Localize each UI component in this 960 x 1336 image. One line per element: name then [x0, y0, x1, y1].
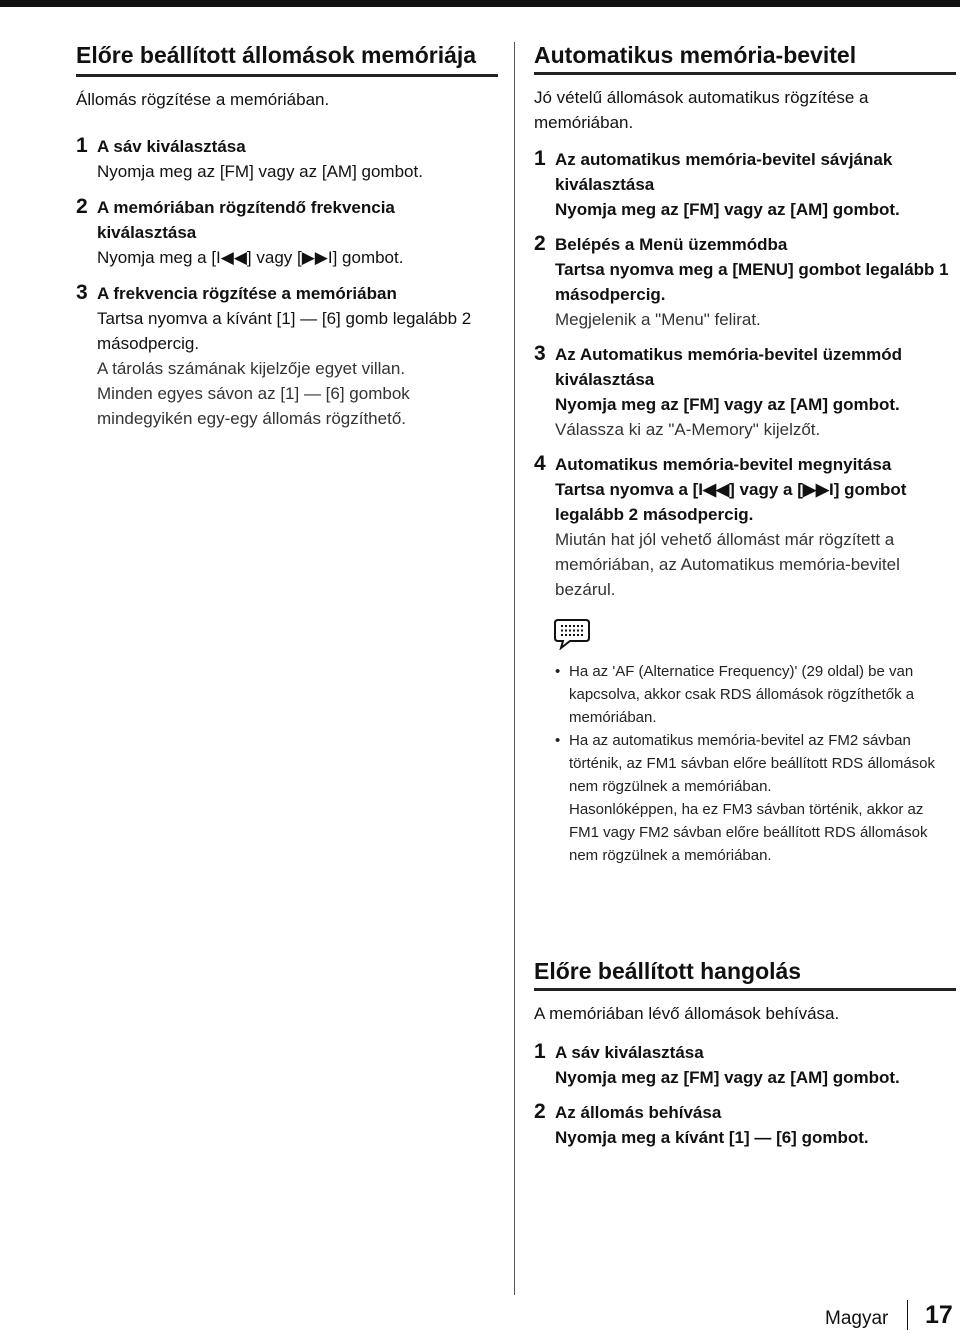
- step-action: Nyomja meg a [I◀◀] vagy [▶▶I] gombot.: [97, 248, 404, 267]
- step-number: 2: [534, 232, 546, 255]
- step-title: Belépés a Menü üzemmódba: [555, 235, 788, 254]
- column-divider: [514, 42, 515, 1295]
- step-action: Tartsa nyomva a kívánt [1] — [6] gomb legalább 2 másodpercig.: [97, 309, 472, 353]
- note-text: Ha az automatikus memória-bevitel az FM2 sávban történik, az FM1 sávban előre beállított RDS állomások nem rögzülnek a memóriában.: [569, 732, 935, 795]
- note-list: [534, 660, 956, 867]
- list-item: [569, 660, 956, 729]
- step-number: 1: [534, 1040, 546, 1063]
- step-1: [534, 147, 956, 222]
- step-action: Nyomja meg az [FM] vagy az [AM] gombot.: [555, 1068, 900, 1087]
- step-2: [534, 1100, 956, 1150]
- section-title: Előre beállított állomások memóriája: [76, 40, 498, 77]
- step-number: 2: [76, 195, 88, 218]
- top-rule: [0, 0, 960, 7]
- note-text-continued: Hasonlóképpen, ha ez FM3 sávban történik, akkor az FM1 vagy FM2 sávban előre beállított RDS állomások nem rögzülnek a memóriában.: [569, 801, 928, 864]
- step-title: A frekvencia rögzítése a memóriában: [97, 284, 397, 303]
- section-title: Előre beállított hangolás: [534, 956, 956, 991]
- list-item: [569, 729, 956, 867]
- step-3: [76, 281, 498, 431]
- step-action: Nyomja meg a kívánt [1] — [6] gombot.: [555, 1128, 869, 1147]
- step-number: 2: [534, 1100, 546, 1123]
- step-2: [534, 232, 956, 332]
- page-number: 17: [925, 1301, 953, 1329]
- step-1: [76, 134, 498, 184]
- step-title: A memóriában rögzítendő frekvencia kiválasztása: [97, 198, 395, 242]
- note-text: Ha az 'AF (Alternatice Frequency)' (29 oldal) be van kapcsolva, akkor csak RDS állomások rögzíthetők a memóriában.: [569, 663, 915, 726]
- step-title: Az automatikus memória-bevitel sávjának kiválasztása: [555, 150, 893, 194]
- step-title: A sáv kiválasztása: [97, 137, 246, 156]
- step-note: A tárolás számának kijelzője egyet villan.: [97, 359, 406, 378]
- step-1: [534, 1040, 956, 1090]
- step-title: Automatikus memória-bevitel megnyitása: [555, 455, 892, 474]
- step-number: 1: [534, 147, 546, 170]
- step-note: Válassza ki az "A-Memory" kijelzőt.: [555, 420, 821, 439]
- step-4: [534, 452, 956, 602]
- section-intro: Jó vételű állomások automatikus rögzítése a memóriában.: [534, 88, 869, 132]
- section-intro: Állomás rögzítése a memóriában.: [76, 90, 330, 109]
- step-title: Az Automatikus memória-bevitel üzemmód kiválasztása: [555, 345, 902, 389]
- section-auto-memory: [534, 40, 956, 867]
- section-title: Automatikus memória-bevitel: [534, 40, 956, 75]
- step-note: Miután hat jól vehető állomást már rögzített a memóriában, az Automatikus memória-bevitel bezárul.: [555, 530, 900, 599]
- note-icon: [552, 616, 592, 650]
- step-number: 3: [76, 281, 88, 304]
- section-preset-memory: [76, 40, 498, 431]
- step-3: [534, 342, 956, 442]
- section-preset-tuning: [534, 956, 956, 1150]
- step-number: 1: [76, 134, 88, 157]
- step-action: Nyomja meg az [FM] vagy az [AM] gombot.: [97, 162, 423, 181]
- step-2: [76, 195, 498, 270]
- step-action: Nyomja meg az [FM] vagy az [AM] gombot.: [555, 395, 900, 414]
- step-note: Minden egyes sávon az [1] — [6] gombok mindegyikén egy-egy állomás rögzíthető.: [97, 384, 410, 428]
- step-action: Tartsa nyomva a [I◀◀] vagy a [▶▶I] gombot legalább 2 másodpercig.: [555, 480, 907, 524]
- step-action: Nyomja meg az [FM] vagy az [AM] gombot.: [555, 200, 900, 219]
- footer-language: Magyar: [825, 1308, 889, 1329]
- step-title: Az állomás behívása: [555, 1103, 722, 1122]
- step-action: Tartsa nyomva meg a [MENU] gombot legalább 1 másodpercig.: [555, 260, 949, 304]
- step-note: Megjelenik a "Menu" felirat.: [555, 310, 761, 329]
- step-number: 4: [534, 452, 546, 475]
- section-intro: A memóriában lévő állomások behívása.: [534, 1004, 840, 1023]
- step-title: A sáv kiválasztása: [555, 1043, 704, 1062]
- footer-separator: [907, 1300, 908, 1330]
- step-number: 3: [534, 342, 546, 365]
